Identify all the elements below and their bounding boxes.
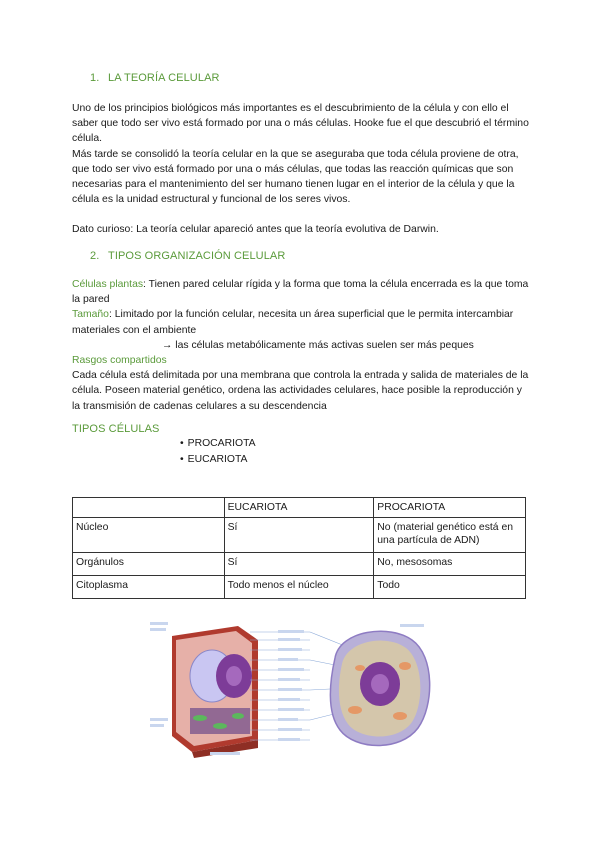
plant-cell-illustration xyxy=(172,626,258,758)
table-header-cell: PROCARIOTA xyxy=(374,498,526,518)
table-cell: No (material genético está en una partícula de ADN) xyxy=(374,518,526,553)
table-header-cell: EUCARIOTA xyxy=(224,498,374,518)
section-number: 2. xyxy=(90,250,100,262)
section-heading-2 xyxy=(90,250,285,262)
paragraph-1: Uno de los principios biológicos más importantes es el descubrimiento de la célula y con ello el saber que todo ser vivo está formado por una o más células. Hooke fue el que descubrió el término célula. xyxy=(72,103,529,145)
section-heading-1 xyxy=(90,72,220,84)
section-title: LA TEORÍA CELULAR xyxy=(108,72,220,84)
table-cell: Sí xyxy=(224,553,374,576)
table-row xyxy=(73,518,526,553)
table-cell: Sí xyxy=(224,518,374,553)
plant-cells-label: Células plantas xyxy=(72,279,144,290)
table-header-cell xyxy=(73,498,225,518)
table-cell: Núcleo xyxy=(73,518,225,553)
shared-traits-label: Rasgos compartidos xyxy=(72,355,167,367)
section-title: TIPOS ORGANIZACIÓN CELULAR xyxy=(108,250,286,262)
section-number: 1. xyxy=(90,72,100,84)
table-cell: Todo menos el núcleo xyxy=(224,576,374,599)
cell-diagram-icon xyxy=(150,618,440,758)
size-label: Tamaño xyxy=(72,309,109,321)
organization-paragraph xyxy=(72,277,532,414)
table-cell: No, mesosomas xyxy=(374,553,526,576)
table-row xyxy=(73,553,526,576)
table-row xyxy=(73,576,526,599)
animal-cell-illustration xyxy=(330,631,429,745)
table-cell: Todo xyxy=(374,576,526,599)
intro-paragraph xyxy=(72,101,532,238)
comparison-table xyxy=(72,497,526,599)
table-header-row xyxy=(73,498,526,518)
paragraph-2: Más tarde se consolidó la teoría celular en la que se aseguraba que toda célula proviene de otra, que todo ser vivo está formado por una o más células, que todas las reacción químicas que son necesarias para el mantenimiento del ser humano tienen lugar en el interior de la célula y que la célula es la unidad estructural y funcional de los seres vivos. xyxy=(72,148,519,206)
shared-traits-text: Cada célula está delimitada por una membrana que controla la entrada y salida de materiales de la célula. Poseen material genético, ordena las actividades celulares, hace posible la reproducción y la transmisión de cadenas celulares a su descendencia xyxy=(72,370,529,412)
cell-types-list xyxy=(180,436,256,468)
list-item: • EUCARIOTA xyxy=(180,452,256,468)
table-cell: Citoplasma xyxy=(73,576,225,599)
size-arrow-note: → las células metabólicamente más activas suelen ser más peques xyxy=(162,339,474,351)
cell-types-title: TIPOS CÉLULAS xyxy=(72,423,160,435)
size-text: Tamaño: Limitado por la función celular, necesita un área superficial que le permita intercambiar materiales con el ambiente xyxy=(72,309,514,336)
table-cell: Orgánulos xyxy=(73,553,225,576)
plant-cells-text: Células plantas: Tienen pared celular rígida y la forma que toma la célula encerrada es la que toma la pared xyxy=(72,279,529,306)
list-item: • PROCARIOTA xyxy=(180,436,256,452)
paragraph-3: Dato curioso: La teoría celular apareció antes que la teoría evolutiva de Darwin. xyxy=(72,224,439,236)
